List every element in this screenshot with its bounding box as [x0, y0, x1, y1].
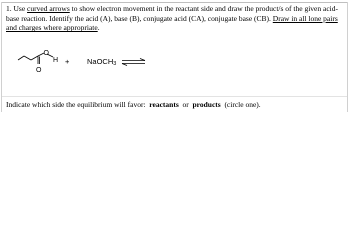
- question-body: to show electron movement in the reactant side and draw the product/s of the given acid-base reaction. Identify the acid (A), base (B), conjugate acid (CA), conjugate base (CB).: [6, 4, 338, 23]
- question-end: .: [97, 23, 100, 33]
- frame-border: [347, 2, 348, 112]
- option-reactants[interactable]: reactants: [149, 100, 179, 109]
- or-text: or: [182, 100, 189, 109]
- circle-instruction: (circle one).: [224, 100, 261, 109]
- emphasis-lone-pairs: Draw in all lone pairs and charges where appropriate: [6, 13, 338, 33]
- section-divider: [2, 96, 347, 97]
- plus-sign: +: [65, 57, 70, 66]
- reagent-subscript: 3: [113, 61, 117, 67]
- equilibrium-arrow-icon: [121, 58, 147, 66]
- equilibrium-prompt: [6, 100, 261, 109]
- question-card: [0, 0, 350, 113]
- atom-o-hydroxyl: O: [43, 50, 49, 57]
- bond: [18, 56, 24, 60]
- atom-h: H: [53, 57, 59, 64]
- bond: [24, 56, 31, 60]
- atom-o-carbonyl: O: [36, 67, 42, 74]
- bond: [31, 56, 38, 60]
- butanoic-acid-structure: [16, 50, 76, 90]
- favor-prompt: Indicate which side the equilibrium will favor:: [6, 100, 146, 109]
- question-text: [6, 4, 344, 33]
- emphasis-curved-arrows: curved arrows: [27, 4, 70, 13]
- sodium-methoxide: [87, 57, 116, 67]
- option-products[interactable]: products: [192, 100, 221, 109]
- frame-border: [1, 2, 348, 3]
- question-number: 1.: [6, 4, 12, 13]
- reagent-main: NaOCH: [87, 57, 114, 66]
- question-intro: Use: [13, 4, 26, 13]
